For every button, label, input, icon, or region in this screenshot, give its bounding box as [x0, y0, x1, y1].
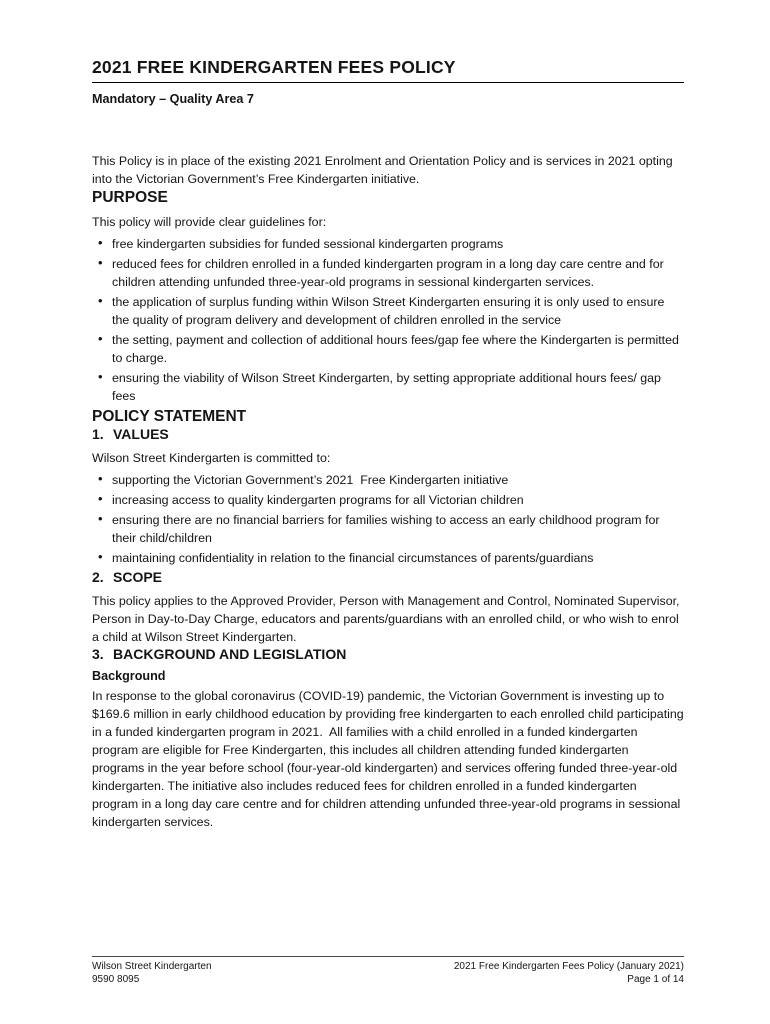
policy-statement-heading: POLICY STATEMENT — [92, 408, 247, 425]
page-footer — [92, 956, 684, 986]
footer-right — [454, 960, 684, 986]
background-heading — [92, 646, 684, 663]
scope-paragraph: This policy applies to the Approved Provider, Person with Management and Control, Nominated Supervisor, Person in Day-to-Day Charge, educators and parents/guardians with an enrolled child, or who wish to enrol a child at Wilson Street Kindergarten. — [92, 594, 683, 644]
background-heading-label: BACKGROUND AND LEGISLATION — [113, 646, 347, 662]
values-bullet-item: • ensuring there are no financial barriers for families wishing to access an early childhood program for their child/children — [92, 511, 684, 547]
footer-doc-ref: 2021 Free Kindergarten Fees Policy (January 2021) — [453, 961, 684, 972]
purpose-bullet-list — [92, 235, 684, 405]
footer-left — [92, 960, 212, 986]
values-bullet-item: • supporting the Victorian Government’s 2021 Free Kindergarten initiative — [92, 471, 684, 489]
footer-org-phone: 9590 8095 — [92, 974, 140, 985]
values-bullet-list — [92, 471, 684, 567]
purpose-bullet-item: • free kindergarten subsidies for funded sessional kindergarten programs — [92, 235, 684, 253]
values-heading-label: VALUES — [113, 426, 169, 442]
background-subheading: Background — [92, 669, 166, 683]
purpose-bullet-item: • the setting, payment and collection of additional hours fees/gap fee where the Kindergarten is permitted to charge. — [92, 331, 684, 367]
scope-heading-number: 2. — [92, 569, 104, 585]
document-content — [92, 56, 688, 831]
background-heading-number: 3. — [92, 646, 104, 662]
document-subtitle: Mandatory – Quality Area 7 — [92, 92, 254, 106]
scope-heading-label: SCOPE — [113, 569, 163, 585]
document-title: 2021 FREE KINDERGARTEN FEES POLICY — [92, 56, 684, 83]
purpose-bullet-item: • reduced fees for children enrolled in a funded kindergarten program in a long day care centre and for children attending unfunded three-year-old programs in sessional kindergarten services. — [92, 255, 684, 291]
purpose-lead: This policy will provide clear guidelines for: — [92, 215, 327, 229]
intro-paragraph: This Policy is in place of the existing 2021 Enrolment and Orientation Policy and is services in 2021 opting into the Victorian Government’s Free Kindergarten initiative. — [92, 154, 677, 186]
values-heading — [92, 426, 684, 443]
purpose-bullet-item: • the application of surplus funding within Wilson Street Kindergarten ensuring it is only used to ensure the quality of program delivery and development of children enrolled in the service — [92, 293, 684, 329]
values-bullet-item: • maintaining confidentiality in relation to the financial circumstances of parents/guardians — [92, 549, 684, 567]
values-lead: Wilson Street Kindergarten is committed to: — [92, 451, 331, 465]
footer-page-info: Page 1 of 14 — [627, 974, 684, 985]
scope-heading — [92, 569, 684, 586]
purpose-bullet-item: • ensuring the viability of Wilson Street Kindergarten, by setting appropriate additional hours fees/ gap fees — [92, 369, 684, 405]
purpose-heading: PURPOSE — [92, 189, 168, 206]
background-paragraph: In response to the global coronavirus (COVID-19) pandemic, the Victorian Government is investing up to $169.6 million in early childhood education by providing free kindergarten to each enrolled child participating in a funded kindergarten program in 2021. All families with a child enrolled in a funded kindergarten program are eligible for Free Kindergarten, this includes all children attending funded kindergarten programs in the year before school (four-year-old kindergarten) and services offering funded three-year-old kindergarten. The initiative also includes reduced fees for children enrolled in a funded kindergarten program in a long day care centre and for children attending unfunded three-year-old programs in sessional kindergarten services. — [92, 689, 688, 829]
footer-org-name: Wilson Street Kindergarten — [92, 961, 212, 972]
values-heading-number: 1. — [92, 426, 104, 442]
values-bullet-item: • increasing access to quality kindergarten programs for all Victorian children — [92, 491, 684, 509]
